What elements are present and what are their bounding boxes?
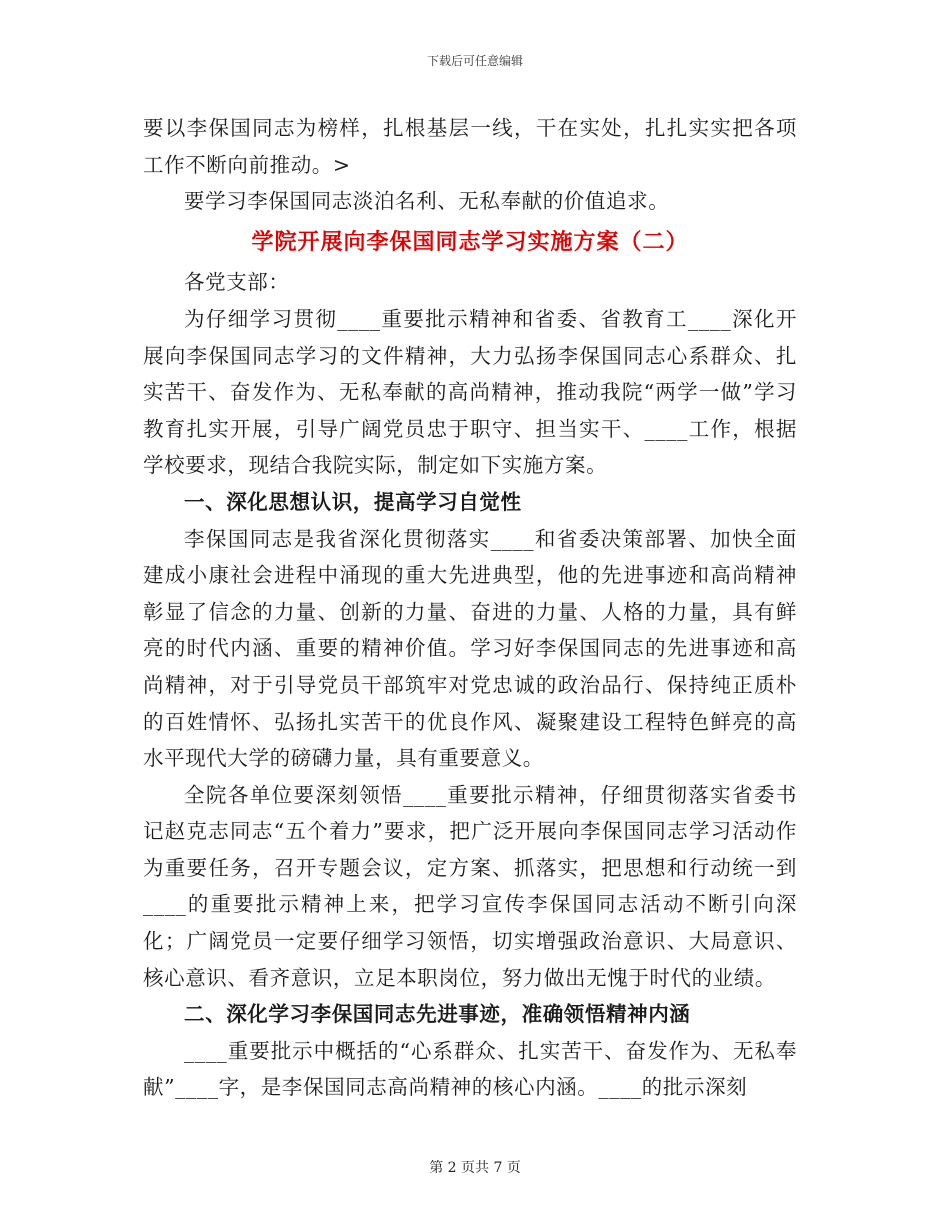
paragraph-6: ____重要批示中概括的“心系群众、扎实苦干、奋发作为、无私奉献”____字，是李保国同志高尚精神的核心内涵。____的批示深刻 bbox=[143, 1038, 797, 1100]
paragraph-3: 为仔细学习贯彻____重要批示精神和省委、省教育工____深化开展向李保国同志学习的文件精神，大力弘扬李保国同志心系群众、扎实苦干、奋发作为、无私奉献的高尚精神，推动我院“两学一做”学习教育扎实开展，引导广阔党员忠于职守、担当实干、____工作，根据学校要求，现结合我院实际，制定如下实施方案。 bbox=[143, 306, 797, 478]
paragraph-4: 李保国同志是我省深化贯彻落实____和省委决策部署、加快全面建成小康社会进程中涌现的重大先进典型，他的先进事迹和高尚精神彰显了信念的力量、创新的力量、奋进的力量、人格的力量，具有鲜亮的时代内涵、重要的精神价值。学习好李保国同志的先进事迹和高尚精神，对于引导党员干部筑牢对党忠诚的政治品行、保持纯正质朴的百姓情怀、弘扬扎实苦干的优良作风、凝聚建设工程特色鲜亮的高水平现代大学的磅礴力量，具有重要意义。 bbox=[143, 526, 797, 771]
paragraph-5: 全院各单位要深刻领悟____重要批示精神，仔细贯彻落实省委书记赵克志同志“五个着力”要求，把广泛开展向李保国同志学习活动作为重要任务，召开专题会议，定方案、抓落实，把思想和行动统一到____的重要批示精神上来，把学习宣传李保国同志活动不断引向深化；广阔党员一定要仔细学习领悟，切实增强政治意识、大局意识、核心意识、看齐意识，立足本职岗位，努力做出无愧于时代的业绩。 bbox=[143, 782, 797, 990]
header-note: 下载后可任意编辑 bbox=[426, 54, 523, 68]
document-title: 学院开展向李保国同志学习实施方案（二） bbox=[251, 228, 689, 255]
page-number: 第 2 页共 7 页 bbox=[429, 1160, 521, 1176]
document-body bbox=[143, 110, 797, 1106]
salutation: 各党支部： bbox=[184, 270, 290, 295]
paragraph-1: 要以李保国同志为榜样，扎根基层一线，干在实处，扎扎实实把各项工作不断向前推动。> bbox=[143, 116, 797, 177]
paragraph-2: 要学习李保国同志淡泊名利、无私奉献的价值追求。 bbox=[184, 189, 670, 214]
section-heading-2: 二、深化学习李保国同志先进事迹，准确领悟精神内涵 bbox=[184, 1002, 691, 1027]
section-heading-1: 一、深化思想认识，提高学习自觉性 bbox=[184, 489, 522, 514]
